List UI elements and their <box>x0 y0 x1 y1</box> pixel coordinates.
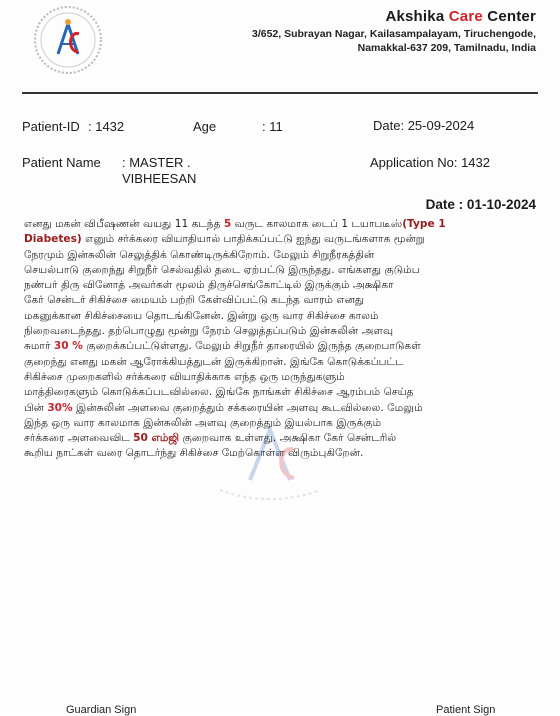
body-line: சர்க்கரை அளவைவிட 50 எம்ஜி குறைவாக உள்ளது. அக்ஷிகா கேர் சென்டரில் <box>24 432 397 445</box>
clinic-name: Akshika Care Center <box>385 8 536 25</box>
patient-name-label: Patient Name <box>22 155 101 170</box>
clinic-header <box>252 8 536 55</box>
age-value: : 11 <box>262 119 283 134</box>
clinic-address-line-1: 3/652, Subrayan Nagar, Kailasampalayam, Tiruchengode, <box>251 28 536 40</box>
age-label: Age <box>193 119 217 134</box>
patient-id-label: Patient-ID <box>22 119 80 134</box>
clinic-logo-icon <box>32 4 104 76</box>
body-line: மாத்திரைகளும் கொடுக்கப்படவில்லை. இங்கே நாங்கள் சிகிச்சை ஆரம்பம் செய்த <box>24 386 414 399</box>
visit-date: Date: 25-09-2024 <box>373 118 475 133</box>
body-line: நிறைவடைந்தது. தற்பொழுது மூன்று நேரம் செலுத்தப்படும் இன்சுலின் அளவு <box>24 325 394 338</box>
body-line: கூறிய நாட்கள் வரை தொடர்ந்து சிகிச்சை மேற்கொள்ள விரும்புகிறேன். <box>24 447 364 460</box>
letter-date: Date : 01-10-2024 <box>425 197 536 212</box>
body-line: செயல்பாடு குறைந்து சிறுநீர் செல்வதில் தடை ஏற்பட்டு இருந்தது. எங்களது குடும்ப <box>24 263 420 276</box>
body-line: இந்த ஒரு வார காலமாக இன்சுலின் அளவு குறைத்தும் இயல்பாக இருக்கும் <box>24 416 382 429</box>
body-line: பின் 30% இன்சுலின் அளவை குறைத்தும் சக்கரையின் அளவு கூடவில்லை. மேலும் <box>24 401 423 414</box>
body-line: மகனுக்கான சிகிச்சையை தொடங்கினேன். இன்று ஒரு வார சிகிச்சை காலம் <box>24 309 379 322</box>
patient-name-line-1: : MASTER . <box>122 155 191 170</box>
watermark-logo-icon <box>210 410 330 500</box>
application-number: Application No: 1432 <box>370 155 490 170</box>
body-line: குறைந்து எனது மகன் ஆரோக்கியத்துடன் இருக்கிறான். இங்கே கொடுக்கப்பட்ட <box>24 355 404 368</box>
body-line: நேரமும் இன்சுலின் செலுத்திக் கொண்டிருக்கிறோம். மேலும் சிறுநீரகத்தின் <box>24 248 375 261</box>
patient-id-value: : 1432 <box>88 119 125 134</box>
guardian-sign-label: Guardian Sign <box>66 704 137 716</box>
header-divider <box>22 92 538 94</box>
body-line: சுமார் 30 % குறைக்கப்பட்டுள்ளது. மேலும் சிறுநீர் தாரையில் இருந்த குறைபாடுகள் <box>24 340 421 353</box>
clinic-address-line-2: Namakkal-637 209, Tamilnadu, India <box>357 41 536 54</box>
patient-name-line-2: VIBHEESAN <box>122 171 197 186</box>
body-line: கேர் சென்டர் சிகிச்சை மையம் பற்றி கேள்விப்பட்டு கடந்த வாரம் எனது <box>24 294 365 307</box>
body-line: Diabetes) எனும் சர்க்கரை வியாதியால் பாதிக்கப்பட்டு ஐந்து வருடங்களாக மூன்று <box>24 233 425 246</box>
body-line: சிகிச்சை முறைகளில் சர்க்கரை வியாதிக்காக எந்த ஒரு மருந்துகளும் <box>24 370 345 383</box>
body-line: எனது மகன் விபீஷணன் வயது 11 கடந்த 5 வருட காலமாக டைப் 1 டயாபடீஸ்(Type 1 <box>24 218 446 230</box>
body-line: நண்பர் திரு வினோத் அவர்கள் மூலம் திருச்செங்கோட்டில் இருக்கும் அக்ஷிகா <box>24 279 394 292</box>
patient-sign-label: Patient Sign <box>436 704 496 716</box>
